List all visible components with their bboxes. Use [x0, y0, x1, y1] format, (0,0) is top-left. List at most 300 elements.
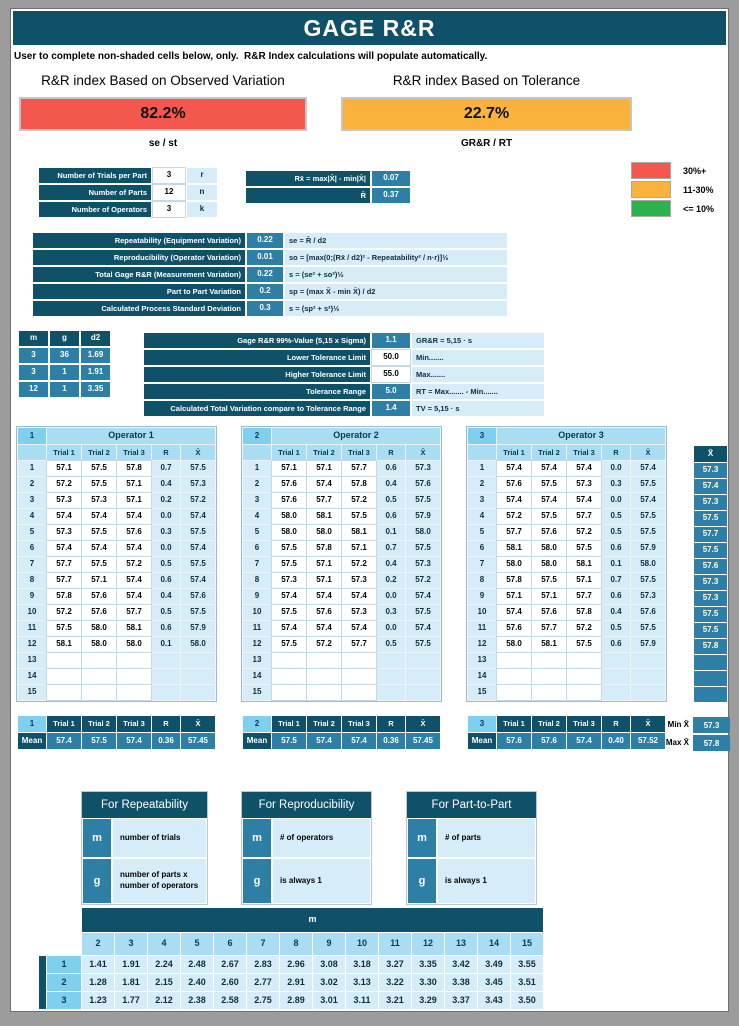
repeatability-info-box — [81, 791, 208, 905]
legend-label: 11-30% — [683, 184, 714, 195]
part-number-cell: 9 — [468, 589, 496, 604]
info-box-row — [242, 818, 371, 858]
d2-small-value: 3 — [19, 365, 48, 380]
tolerance-formula: Max....... — [412, 367, 544, 382]
trial-value-cell[interactable]: 57.8 — [567, 605, 601, 620]
mean-row-label: Mean — [468, 733, 496, 749]
tolerance-computed-value: 1.4 — [372, 401, 410, 416]
trial-value-cell[interactable]: 58.1 — [342, 525, 376, 540]
trial-value-cell[interactable]: 57.1 — [307, 557, 341, 572]
variation-value: 0.22 — [247, 233, 283, 248]
range-value: 0.07 — [372, 171, 410, 186]
trial-value-cell[interactable]: 58.0 — [272, 509, 306, 524]
operator-title: Operator 3 — [497, 428, 665, 444]
trial-value-cell[interactable]: 58.0 — [307, 525, 341, 540]
trial-value-cell[interactable]: 57.7 — [342, 637, 376, 652]
trial-value-cell[interactable]: 57.6 — [272, 493, 306, 508]
trial-value-cell[interactable]: 58.0 — [82, 621, 116, 636]
part-number-cell: 13 — [468, 653, 496, 668]
part-mean-cell: 57.3 — [694, 463, 727, 478]
trial-value-cell[interactable] — [82, 685, 116, 700]
column-header-range: R — [152, 445, 180, 460]
range-cell: 0.6 — [152, 621, 180, 636]
m-column-header: 9 — [313, 933, 345, 955]
trial-value-cell[interactable]: 58.0 — [532, 541, 566, 556]
trial-value-cell[interactable]: 57.3 — [47, 493, 81, 508]
trial-value-cell[interactable] — [47, 685, 81, 700]
trial-value-cell[interactable] — [307, 669, 341, 684]
trial-value-cell[interactable]: 57.7 — [47, 557, 81, 572]
part-mean-cell — [694, 671, 727, 686]
trial-value-cell[interactable] — [117, 669, 151, 684]
tolerance-limit-input[interactable]: 50.0 — [372, 350, 410, 365]
part-number-cell: 10 — [468, 605, 496, 620]
trial-value-cell[interactable]: 57.1 — [307, 573, 341, 588]
trial-value-cell[interactable]: 57.7 — [532, 621, 566, 636]
part-number-cell: 6 — [243, 541, 271, 556]
d2-small-value: 1.91 — [81, 365, 110, 380]
trial-value-cell[interactable] — [567, 685, 601, 700]
trial-value-cell[interactable]: 57.8 — [47, 589, 81, 604]
mean-value-cell: 57.52 — [631, 733, 665, 749]
trial-value-cell[interactable]: 57.4 — [497, 493, 531, 508]
trial-value-cell[interactable]: 58.1 — [307, 509, 341, 524]
trial-value-cell[interactable]: 57.5 — [532, 477, 566, 492]
m-column-header: 12 — [412, 933, 444, 955]
g-definition-text: is always 1 — [272, 858, 371, 904]
part-number-cell: 15 — [468, 685, 496, 700]
trial-value-cell[interactable] — [532, 653, 566, 668]
trial-value-cell[interactable]: 58.0 — [272, 525, 306, 540]
m-column-header: 10 — [346, 933, 378, 955]
trial-value-cell[interactable]: 57.1 — [567, 573, 601, 588]
trial-value-cell[interactable]: 57.7 — [497, 525, 531, 540]
info-box-row — [407, 818, 536, 858]
trial-value-cell[interactable]: 57.6 — [307, 605, 341, 620]
trial-value-cell[interactable]: 57.5 — [272, 541, 306, 556]
part-number-cell: 2 — [18, 477, 46, 492]
trial-value-cell[interactable]: 58.1 — [497, 541, 531, 556]
trial-value-cell[interactable]: 57.4 — [117, 509, 151, 524]
trial-value-cell[interactable]: 57.6 — [497, 621, 531, 636]
trial-value-cell[interactable]: 57.3 — [342, 605, 376, 620]
xbar-cell: 57.5 — [181, 525, 215, 540]
trial-value-cell[interactable] — [567, 653, 601, 668]
xbar-cell: 57.6 — [181, 589, 215, 604]
mean-value-cell: 57.5 — [82, 733, 116, 749]
trial-value-cell[interactable]: 57.8 — [307, 541, 341, 556]
corner-cell — [243, 445, 271, 460]
study-setup-table — [37, 166, 219, 219]
trial-value-cell[interactable]: 57.7 — [567, 589, 601, 604]
range-cell: 0.6 — [377, 509, 405, 524]
d2-constant-cell: 1.91 — [115, 956, 147, 973]
variation-row-label: Calculated Process Standard Deviation — [33, 301, 245, 316]
trial-value-cell[interactable]: 57.4 — [532, 493, 566, 508]
trial-value-cell[interactable]: 57.4 — [272, 621, 306, 636]
part-number-cell: 4 — [243, 509, 271, 524]
title-bar — [13, 11, 726, 45]
trial-value-cell[interactable]: 57.7 — [307, 493, 341, 508]
operator-title: Operator 1 — [47, 428, 215, 444]
d2-constant-cell: 2.24 — [148, 956, 180, 973]
d2-constant-cell: 3.11 — [346, 992, 378, 1009]
d2-constant-cell: 3.22 — [379, 974, 411, 991]
setup-value-input[interactable]: 3 — [153, 202, 185, 217]
trial-value-cell[interactable]: 57.6 — [497, 477, 531, 492]
trial-value-cell[interactable]: 57.1 — [272, 461, 306, 476]
summary-column-header: Trial 1 — [497, 716, 531, 732]
tolerance-limit-input[interactable]: 55.0 — [372, 367, 410, 382]
trial-value-cell[interactable]: 57.4 — [82, 509, 116, 524]
m-column-header: 5 — [181, 933, 213, 955]
trial-value-cell[interactable]: 57.6 — [82, 605, 116, 620]
legend-green-swatch — [631, 200, 671, 217]
trial-value-cell[interactable]: 58.0 — [117, 637, 151, 652]
trial-value-cell[interactable]: 57.6 — [272, 477, 306, 492]
trial-value-cell[interactable]: 57.8 — [497, 573, 531, 588]
trial-value-cell[interactable]: 57.7 — [342, 461, 376, 476]
mean-value-cell: 0.40 — [602, 733, 630, 749]
d2-constant-cell: 2.40 — [181, 974, 213, 991]
trial-value-cell[interactable]: 57.2 — [567, 621, 601, 636]
trial-value-cell[interactable] — [307, 653, 341, 668]
trial-value-cell[interactable] — [342, 653, 376, 668]
trial-value-cell[interactable]: 57.5 — [82, 477, 116, 492]
range-cell: 0.7 — [152, 461, 180, 476]
part-mean-cell: 57.7 — [694, 527, 727, 542]
corner-cell — [468, 445, 496, 460]
part-mean-cell: 57.5 — [694, 543, 727, 558]
d2-small-value: 3 — [19, 348, 48, 363]
trial-value-cell[interactable]: 57.1 — [342, 541, 376, 556]
trial-value-cell[interactable]: 57.6 — [117, 525, 151, 540]
range-cell — [377, 685, 405, 700]
trial-value-cell[interactable] — [272, 653, 306, 668]
part-number-cell: 12 — [243, 637, 271, 652]
m-column-header: 6 — [214, 933, 246, 955]
range-cell — [152, 669, 180, 684]
m-definition-text: # of operators — [272, 818, 371, 858]
d2-constant-cell: 2.91 — [280, 974, 312, 991]
trial-value-cell[interactable]: 57.7 — [117, 605, 151, 620]
trial-value-cell[interactable]: 57.2 — [47, 605, 81, 620]
setup-symbol: r — [187, 168, 217, 183]
trial-value-cell[interactable]: 57.4 — [567, 493, 601, 508]
tolerance-index-header: R&R index Based on Tolerance — [392, 73, 581, 88]
trial-value-cell[interactable]: 57.5 — [47, 621, 81, 636]
trial-value-cell[interactable]: 57.2 — [342, 557, 376, 572]
m-symbol-cell: m — [242, 818, 272, 858]
part-mean-cell: 57.3 — [694, 591, 727, 606]
range-cell: 0.5 — [602, 509, 630, 524]
trial-value-cell[interactable]: 57.3 — [567, 477, 601, 492]
d2-small-header: m — [19, 331, 48, 346]
trial-value-cell[interactable]: 57.1 — [307, 461, 341, 476]
trial-value-cell[interactable] — [532, 669, 566, 684]
part-number-cell: 8 — [18, 573, 46, 588]
trial-value-cell[interactable]: 57.4 — [47, 541, 81, 556]
trial-value-cell[interactable] — [497, 685, 531, 700]
trial-value-cell[interactable]: 58.1 — [532, 637, 566, 652]
trial-value-cell[interactable]: 58.1 — [567, 557, 601, 572]
trial-value-cell[interactable]: 57.2 — [47, 477, 81, 492]
d2-lookup-summary-table — [17, 329, 112, 399]
trial-value-cell[interactable]: 57.4 — [307, 621, 341, 636]
d2-constant-cell: 3.08 — [313, 956, 345, 973]
range-cell: 0.1 — [152, 637, 180, 652]
tolerance-row-label: Higher Tolerance Limit — [144, 367, 370, 382]
trial-value-cell[interactable]: 57.5 — [82, 557, 116, 572]
trial-value-cell[interactable]: 57.5 — [272, 605, 306, 620]
trial-value-cell[interactable]: 57.4 — [117, 541, 151, 556]
d2-constant-cell: 3.01 — [313, 992, 345, 1009]
trial-value-cell[interactable] — [497, 653, 531, 668]
tolerance-computed-value: 5.0 — [372, 384, 410, 399]
xbar-cell: 57.5 — [631, 573, 665, 588]
trial-value-cell[interactable] — [47, 653, 81, 668]
trial-value-cell[interactable] — [497, 669, 531, 684]
mean-value-cell: 57.6 — [497, 733, 531, 749]
range-cell — [152, 685, 180, 700]
trial-value-cell[interactable]: 57.5 — [272, 557, 306, 572]
trial-value-cell[interactable] — [117, 653, 151, 668]
spacer-cell — [39, 933, 81, 955]
range-cell: 0.0 — [152, 541, 180, 556]
trial-value-cell[interactable]: 57.2 — [117, 557, 151, 572]
trial-value-cell[interactable]: 57.5 — [567, 637, 601, 652]
d2-constant-cell: 3.50 — [511, 992, 543, 1009]
d2-constant-cell: 2.89 — [280, 992, 312, 1009]
d2-small-value: 1.69 — [81, 348, 110, 363]
column-header-trial-1: Trial 1 — [272, 445, 306, 460]
d2-small-header: g — [50, 331, 79, 346]
trial-value-cell[interactable] — [567, 669, 601, 684]
variation-row-label: Total Gage R&R (Measurement Variation) — [33, 267, 245, 282]
column-header-xbar: X̄ — [406, 445, 440, 460]
trial-value-cell[interactable]: 57.6 — [532, 525, 566, 540]
mean-value-cell: 57.4 — [307, 733, 341, 749]
trial-value-cell[interactable]: 58.0 — [82, 637, 116, 652]
trial-value-cell[interactable] — [272, 685, 306, 700]
page-title: GAGE R&R — [303, 14, 436, 41]
xbar-cell: 57.6 — [406, 477, 440, 492]
tolerance-table — [142, 331, 546, 418]
trial-value-cell[interactable]: 57.5 — [272, 637, 306, 652]
setup-row-label: Number of Operators — [39, 202, 151, 217]
trial-value-cell[interactable]: 57.2 — [307, 637, 341, 652]
part-number-cell: 1 — [468, 461, 496, 476]
trial-value-cell[interactable]: 58.1 — [47, 637, 81, 652]
range-cell: 0.1 — [602, 557, 630, 572]
trial-value-cell[interactable]: 57.7 — [47, 573, 81, 588]
trial-value-cell[interactable]: 57.4 — [307, 589, 341, 604]
trial-value-cell[interactable]: 57.1 — [82, 573, 116, 588]
trial-value-cell[interactable]: 57.5 — [82, 525, 116, 540]
trial-value-cell[interactable]: 57.4 — [567, 461, 601, 476]
trial-value-cell[interactable]: 57.4 — [47, 509, 81, 524]
trial-value-cell[interactable] — [307, 685, 341, 700]
trial-value-cell[interactable]: 57.1 — [497, 589, 531, 604]
xbar-cell: 57.4 — [631, 493, 665, 508]
trial-value-cell[interactable]: 57.3 — [47, 525, 81, 540]
info-box-title: For Repeatability — [82, 792, 207, 818]
d2-constant-cell: 3.18 — [346, 956, 378, 973]
trial-value-cell[interactable] — [342, 685, 376, 700]
operator-1-summary — [17, 715, 216, 750]
variation-formula: sp = (max X̄ - min X̄) / d2 — [285, 284, 507, 299]
trial-value-cell[interactable]: 57.4 — [272, 589, 306, 604]
summary-column-header: Trial 2 — [307, 716, 341, 732]
trial-value-cell[interactable]: 57.2 — [497, 509, 531, 524]
trial-value-cell[interactable]: 57.1 — [117, 493, 151, 508]
trial-value-cell[interactable]: 57.4 — [82, 541, 116, 556]
range-cell: 0.5 — [377, 637, 405, 652]
trial-value-cell[interactable]: 57.5 — [532, 509, 566, 524]
part-mean-cell: 57.4 — [694, 479, 727, 494]
m-column-header: 14 — [478, 933, 510, 955]
trial-value-cell[interactable]: 58.1 — [117, 621, 151, 636]
trial-value-cell[interactable]: 57.3 — [272, 573, 306, 588]
trial-value-cell[interactable] — [272, 669, 306, 684]
m-column-header: 8 — [280, 933, 312, 955]
summary-column-header: X̄ — [406, 716, 440, 732]
d2-constant-cell: 3.21 — [379, 992, 411, 1009]
observed-index-header: R&R index Based on Observed Variation — [41, 73, 285, 88]
trial-value-cell[interactable]: 57.4 — [117, 573, 151, 588]
d2-constant-cell: 2.60 — [214, 974, 246, 991]
d2-small-value: 12 — [19, 382, 48, 397]
legend-red-swatch — [631, 162, 671, 179]
range-cell: 0.5 — [152, 557, 180, 572]
xbar-cell: 57.4 — [406, 589, 440, 604]
setup-value-input[interactable]: 12 — [153, 185, 185, 200]
trial-value-cell[interactable]: 57.4 — [342, 589, 376, 604]
trial-value-cell[interactable] — [82, 653, 116, 668]
m-column-header: 3 — [115, 933, 147, 955]
xbar-cell: 58.0 — [631, 557, 665, 572]
xbar-cell — [406, 669, 440, 684]
trial-value-cell[interactable] — [47, 669, 81, 684]
d2-constant-cell: 3.35 — [412, 956, 444, 973]
mean-value-cell: 0.36 — [152, 733, 180, 749]
column-header-trial-3: Trial 3 — [567, 445, 601, 460]
d2-constant-cell: 2.67 — [214, 956, 246, 973]
trial-value-cell[interactable]: 57.6 — [82, 589, 116, 604]
trial-value-cell[interactable] — [117, 685, 151, 700]
variation-row-label: Repeatability (Equipment Variation) — [33, 233, 245, 248]
range-cell — [602, 653, 630, 668]
trial-value-cell[interactable]: 57.7 — [567, 509, 601, 524]
m-symbol-cell: m — [82, 818, 112, 858]
trial-value-cell[interactable]: 58.0 — [497, 557, 531, 572]
trial-value-cell[interactable]: 57.2 — [342, 493, 376, 508]
d2-small-value: 1 — [50, 365, 79, 380]
range-value: 0.37 — [372, 188, 410, 203]
trial-value-cell[interactable]: 57.6 — [532, 605, 566, 620]
column-header-xbar: X̄ — [631, 445, 665, 460]
trial-value-cell[interactable]: 58.0 — [497, 637, 531, 652]
trial-value-cell[interactable]: 57.8 — [117, 461, 151, 476]
part-number-cell: 15 — [243, 685, 271, 700]
range-cell — [602, 685, 630, 700]
part-mean-cell: 57.8 — [694, 639, 727, 654]
part-number-cell: 5 — [243, 525, 271, 540]
trial-value-cell[interactable]: 57.5 — [567, 541, 601, 556]
trial-value-cell[interactable]: 57.2 — [567, 525, 601, 540]
xbar-cell: 57.4 — [181, 509, 215, 524]
d2-constant-cell: 1.28 — [82, 974, 114, 991]
trial-value-cell[interactable] — [532, 685, 566, 700]
trial-value-cell[interactable]: 57.1 — [47, 461, 81, 476]
column-header-trial-1: Trial 1 — [497, 445, 531, 460]
range-cell: 0.4 — [152, 477, 180, 492]
d2-constant-cell: 3.38 — [445, 974, 477, 991]
tolerance-index-formula: GR&R / RT — [460, 138, 513, 149]
range-cell: 0.6 — [602, 637, 630, 652]
trial-value-cell[interactable] — [342, 669, 376, 684]
trial-value-cell[interactable]: 57.4 — [117, 589, 151, 604]
trial-value-cell[interactable]: 57.5 — [342, 509, 376, 524]
xbar-cell — [406, 685, 440, 700]
d2-constant-cell: 1.77 — [115, 992, 147, 1009]
variation-value: 0.22 — [247, 267, 283, 282]
d2-small-header: d2 — [81, 331, 110, 346]
mean-value-cell: 57.4 — [117, 733, 151, 749]
trial-value-cell[interactable] — [82, 669, 116, 684]
summary-column-header: X̄ — [181, 716, 215, 732]
trial-value-cell[interactable]: 57.5 — [82, 461, 116, 476]
trial-value-cell[interactable]: 57.4 — [532, 461, 566, 476]
part-number-cell: 1 — [243, 461, 271, 476]
trial-value-cell[interactable]: 57.3 — [82, 493, 116, 508]
d2-constant-cell: 3.51 — [511, 974, 543, 991]
d2-constant-cell: 3.02 — [313, 974, 345, 991]
setup-row-label: Number of Parts — [39, 185, 151, 200]
part-number-cell: 10 — [18, 605, 46, 620]
setup-value-input[interactable]: 3 — [153, 168, 185, 183]
trial-value-cell[interactable]: 57.4 — [497, 461, 531, 476]
d2-constant-cell: 2.75 — [247, 992, 279, 1009]
operator-2-summary — [242, 715, 441, 750]
legend-label: 30%+ — [683, 165, 707, 176]
min-xbar-value: 57.3 — [693, 717, 730, 733]
trial-value-cell[interactable]: 57.5 — [532, 573, 566, 588]
g-row-header: 1 — [47, 956, 81, 973]
trial-value-cell[interactable]: 57.4 — [497, 605, 531, 620]
trial-value-cell[interactable]: 57.3 — [342, 573, 376, 588]
trial-value-cell[interactable]: 57.1 — [117, 477, 151, 492]
range-cell: 0.5 — [602, 621, 630, 636]
part-number-cell: 9 — [243, 589, 271, 604]
trial-value-cell[interactable]: 57.4 — [307, 477, 341, 492]
part-number-cell: 1 — [18, 461, 46, 476]
part-number-cell: 13 — [18, 653, 46, 668]
trial-value-cell[interactable]: 57.4 — [342, 621, 376, 636]
xbar-cell — [406, 653, 440, 668]
mean-value-cell: 57.45 — [181, 733, 215, 749]
xbar-cell — [631, 653, 665, 668]
range-cell: 0.5 — [152, 605, 180, 620]
trial-value-cell[interactable]: 57.1 — [532, 589, 566, 604]
trial-value-cell[interactable]: 57.8 — [342, 477, 376, 492]
trial-value-cell[interactable]: 58.0 — [532, 557, 566, 572]
part-number-cell: 9 — [18, 589, 46, 604]
column-header-trial-2: Trial 2 — [307, 445, 341, 460]
part-number-cell: 3 — [468, 493, 496, 508]
info-box-row — [407, 858, 536, 904]
gage-rr-worksheet — [10, 8, 729, 1012]
